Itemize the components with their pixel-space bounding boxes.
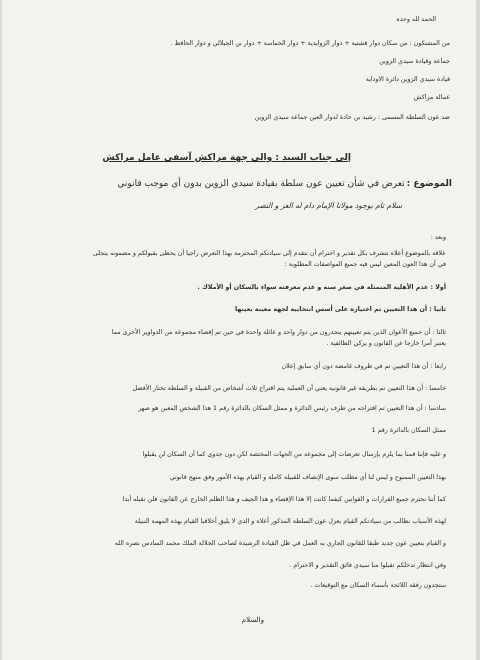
- recipient-1: جماعة وقيادة سيدي الزوين: [379, 58, 450, 65]
- point-sixth-line-2: ممثل السكان بالدائرة رقم 1: [371, 427, 446, 434]
- closing-line-1: و عليه فإننا قمنا بما يلزم بإرسال تعرضات إلى مجموعة من الجهات المختصة لكن دون جدوى كما أن السكان لن يقبلوا: [142, 451, 446, 458]
- subject-text: تعرض في شأن تعيين عون سلطة بقيادة سيدي الزوين بدون أي موجب قانوني: [117, 179, 405, 189]
- addressee-heading: إلى جناب السيد : والي جهة مراكش آسفي عامل مراكش: [102, 153, 351, 163]
- subject-label: الموضوع :: [406, 179, 452, 189]
- subject-line: [117, 178, 452, 191]
- point-third-line-1: ثالثا : أن جميع الأعوان الذين يتم تعيينهم ينحدرون من دوار واحد و عائلة واحدة في حين تم إقصاء مجموعة من الدواوير الأخرى مما: [111, 329, 446, 336]
- point-second: ثانيا : أن هذا التعيين تم اختياره على أسس انتخابية لجهة معينة بعينها: [235, 306, 446, 313]
- point-third-line-2: يعتبر أمرا خارجا عن القانون و يزكي الطائفية .: [326, 340, 446, 347]
- closing-line-2: بهذا التعيين الممنوح و ليس لنا أي مطلب سوى الإنصاف للقبيلة كاملة و القيام بهذه الأمور وفق منهج قانوني: [169, 474, 446, 481]
- closing-line-5: و القيام بتعيين عون جديد طبقا للقانون الجاري به العمل في ظل القيادة الرشيدة لصاحب الجلالة الملك محمد السادس نصره الله: [114, 540, 446, 547]
- intro-line-1: علاقة بالموضوع أعلاه نتشرف بكل تقدير و احترام أن نتقدم إلى سيادتكم المحترمة بهذا التعرض راجيا أن يحظى بقبولكم و مضمونه يتجلى: [92, 250, 446, 257]
- greeting-line: سلام تام بوجود مولانا الإمام دام له العز و النصر: [255, 201, 402, 210]
- closing-line-4: لهذه الأسباب نطالب من سيادتكم القيام بعزل عون السلطة المذكور أعلاه و الذي لا يليق أخلاقيا القيام بهذه المهمة النبيلة: [134, 518, 446, 525]
- closing-line-3: كما أننا نحترم جميع القرارات و القوانين كيفما كانت إلا هذا الإقصاء و هذا الحيف و هذا الظلم الخارج عن القانون فلن نقبله أبدا: [122, 496, 446, 503]
- after-line: وبعد :: [430, 234, 446, 241]
- closing-line-7: ستجدون رفقة اللائحة بأسماء السكان مع التوقيعات .: [310, 582, 446, 589]
- complainants-line: من المشتكون : من سكان دوار قشتية + دوار الزوايدية + دوار الخماسة + دوار بن الجيلالي و دوار الحافظ .: [170, 40, 450, 47]
- intro-line-2: في أن هذا العون المعين ليس فيه جميع المواصفات المطلوبة :: [284, 261, 446, 268]
- point-sixth-line-1: سادسا : أن هذا التعيين تم اقتراحه من طرف رئيس الدائرة و ممثل السكان بالدائرة رقم 1 هذا الشخص المعين هو صهر: [138, 405, 446, 412]
- point-fifth: خامسا : أن هذا التعيين تم بطريقة غير قانونية يعني أن العملية يتم اقتراح ثلاث أشخاص من القبيلة و السلطة تختار الأفضل: [132, 385, 446, 392]
- closing-line-6: وفي انتظار تدخلكم تقبلوا منا سيدي فائق التقدير و الاحترام .: [289, 562, 446, 569]
- salutation-line: والسلام: [241, 616, 264, 624]
- recipient-3: عمالة مراكش: [413, 94, 450, 101]
- point-first: أولا : عدم الأهلية المتمثلة في صغر سنه و عدم معرفته سواء بالسكان أو الأملاك .: [197, 284, 446, 291]
- against-line: ضد عون السلطة المسمى : رشيد بن حادة لدوار العين جماعة سيدي الزوين: [254, 114, 450, 121]
- praise-line: الحمد لله وحده: [396, 16, 436, 23]
- point-fourth: رابعا : أن هذا التعيين تم في ظروف غامضة دون أي سابق إعلان: [281, 363, 446, 370]
- recipient-2: قيادة سيدي الزوين دائرة الاوداية: [365, 76, 450, 83]
- letter-page: [2, 0, 476, 660]
